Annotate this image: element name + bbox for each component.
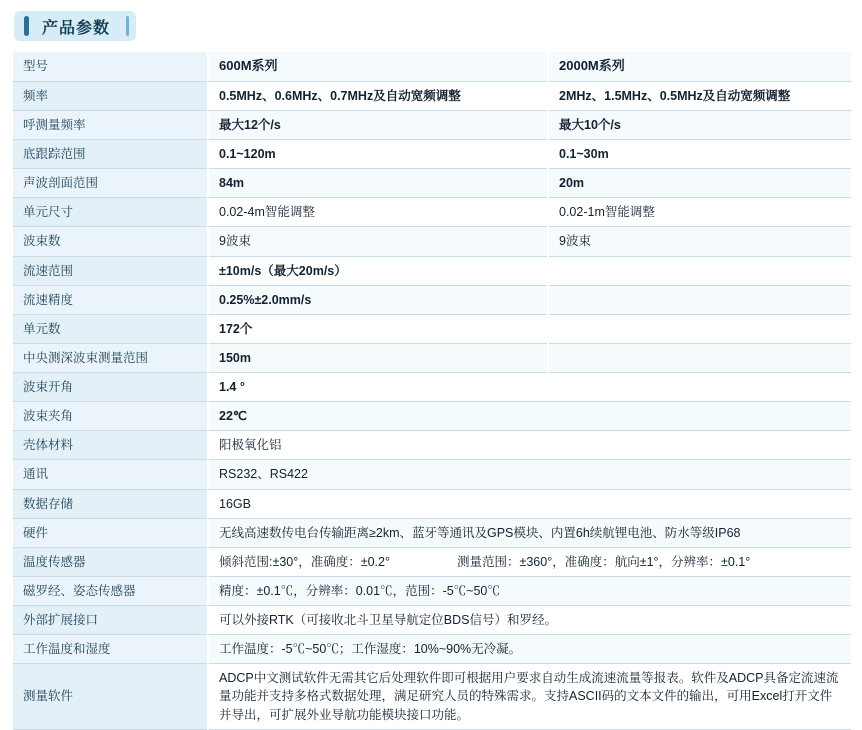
row-value-2000m: 最大10个/s bbox=[548, 110, 851, 139]
page-header bbox=[0, 0, 862, 52]
row-label: 波束开角 bbox=[13, 373, 208, 402]
row-value-split bbox=[219, 553, 843, 571]
table-row bbox=[13, 460, 851, 489]
table-row bbox=[13, 664, 851, 729]
row-label: 波束数 bbox=[13, 227, 208, 256]
table-row bbox=[13, 198, 851, 227]
table-row bbox=[13, 576, 851, 605]
table-row bbox=[13, 285, 851, 314]
row-value-600m: 22℃ bbox=[208, 402, 851, 431]
row-value-2000m: 2MHz、1.5MHz、0.5MHz及自动宽频调整 bbox=[548, 81, 851, 110]
row-label: 呼测量频率 bbox=[13, 110, 208, 139]
row-value-600m: 9波束 bbox=[208, 227, 548, 256]
row-label: 中央测深波束测量范围 bbox=[13, 343, 208, 372]
row-value-2000m: 2000M系列 bbox=[548, 52, 851, 81]
row-value-600m: 0.5MHz、0.6MHz、0.7MHz及自动宽频调整 bbox=[208, 81, 548, 110]
row-label: 流速精度 bbox=[13, 285, 208, 314]
row-label: 测量软件 bbox=[13, 664, 208, 729]
row-value-600m: 172个 bbox=[208, 314, 548, 343]
table-row bbox=[13, 227, 851, 256]
row-value-part-1: 倾斜范围:±30°，准确度：±0.2° bbox=[219, 554, 390, 569]
table-row bbox=[13, 314, 851, 343]
row-value-600m: 600M系列 bbox=[208, 52, 548, 81]
row-label: 声波剖面范围 bbox=[13, 169, 208, 198]
page-title: 产品参数 bbox=[42, 19, 111, 37]
row-value-600m: 阳极氧化铝 bbox=[208, 431, 851, 460]
row-value-600m: ±10m/s（最大20m/s） bbox=[208, 256, 548, 285]
table-row bbox=[13, 81, 851, 110]
row-label: 通讯 bbox=[13, 460, 208, 489]
row-value-2000m: 0.02-1m智能调整 bbox=[548, 198, 851, 227]
spec-table bbox=[13, 52, 851, 730]
row-value-2000m bbox=[548, 256, 851, 285]
row-label: 底跟踪范围 bbox=[13, 140, 208, 169]
row-label: 流速范围 bbox=[13, 256, 208, 285]
row-value-2000m: 9波束 bbox=[548, 227, 851, 256]
row-value-2000m: 0.1~30m bbox=[548, 140, 851, 169]
table-row bbox=[13, 140, 851, 169]
row-value-2000m bbox=[548, 343, 851, 372]
table-row bbox=[13, 110, 851, 139]
table-row bbox=[13, 373, 851, 402]
row-value-600m: 84m bbox=[208, 169, 548, 198]
table-row bbox=[13, 489, 851, 518]
row-value-part-2: 测量范围：±360°，准确度：航向±1°，分辨率：±0.1° bbox=[457, 554, 751, 569]
row-label: 数据存储 bbox=[13, 489, 208, 518]
row-value-600m: 0.1~120m bbox=[208, 140, 548, 169]
table-row bbox=[13, 547, 851, 576]
row-label: 磁罗经、姿态传感器 bbox=[13, 576, 208, 605]
row-value-600m: 工作温度：-5℃~50℃；工作湿度：10%~90%无冷凝。 bbox=[208, 635, 851, 664]
row-label: 外部扩展接口 bbox=[13, 606, 208, 635]
row-label: 单元数 bbox=[13, 314, 208, 343]
row-value-600m: 最大12个/s bbox=[208, 110, 548, 139]
row-label: 工作温度和湿度 bbox=[13, 635, 208, 664]
table-row bbox=[13, 606, 851, 635]
row-value-2000m bbox=[548, 314, 851, 343]
row-value-600m: 1.4 ° bbox=[208, 373, 851, 402]
row-value-600m: 0.02-4m智能调整 bbox=[208, 198, 548, 227]
row-value-600m: 可以外接RTK（可接收北斗卫星导航定位BDS信号）和罗经。 bbox=[208, 606, 851, 635]
table-row bbox=[13, 402, 851, 431]
row-value-600m: 150m bbox=[208, 343, 548, 372]
table-row bbox=[13, 169, 851, 198]
table-row bbox=[13, 431, 851, 460]
row-value-600m bbox=[208, 547, 851, 576]
row-label: 壳体材料 bbox=[13, 431, 208, 460]
row-label: 频率 bbox=[13, 81, 208, 110]
row-label: 单元尺寸 bbox=[13, 198, 208, 227]
spec-table-body bbox=[13, 52, 851, 729]
table-row bbox=[13, 518, 851, 547]
row-label: 波束夹角 bbox=[13, 402, 208, 431]
row-label: 温度传感器 bbox=[13, 547, 208, 576]
row-value-600m: 无线高速数传电台传输距离≥2km、蓝牙等通讯及GPS模块、内置6h续航锂电池、防水等级IP68 bbox=[208, 518, 851, 547]
row-value-600m: 精度：±0.1℃，分辨率：0.01℃，范围：-5℃~50℃ bbox=[208, 576, 851, 605]
table-row bbox=[13, 343, 851, 372]
row-label: 硬件 bbox=[13, 518, 208, 547]
row-value-600m: RS232、RS422 bbox=[208, 460, 851, 489]
row-label: 型号 bbox=[13, 52, 208, 81]
table-row bbox=[13, 256, 851, 285]
table-row bbox=[13, 52, 851, 81]
row-value-2000m: 20m bbox=[548, 169, 851, 198]
row-value-600m: 16GB bbox=[208, 489, 851, 518]
table-row bbox=[13, 635, 851, 664]
row-value-600m: ADCP中文测试软件无需其它后处理软件即可根据用户要求自动生成流速流量等报表。软件及ADCP具备定流速流量功能并支持多格式数据处理，满足研究人员的特殊需求。支持ASCII码的文本文件的输出，可用Excel打开文件并导出，可扩展外业导航功能模块接口功能。 bbox=[208, 664, 851, 729]
row-value-600m: 0.25%±2.0mm/s bbox=[208, 285, 548, 314]
row-value-2000m bbox=[548, 285, 851, 314]
page-title-badge bbox=[14, 11, 136, 41]
